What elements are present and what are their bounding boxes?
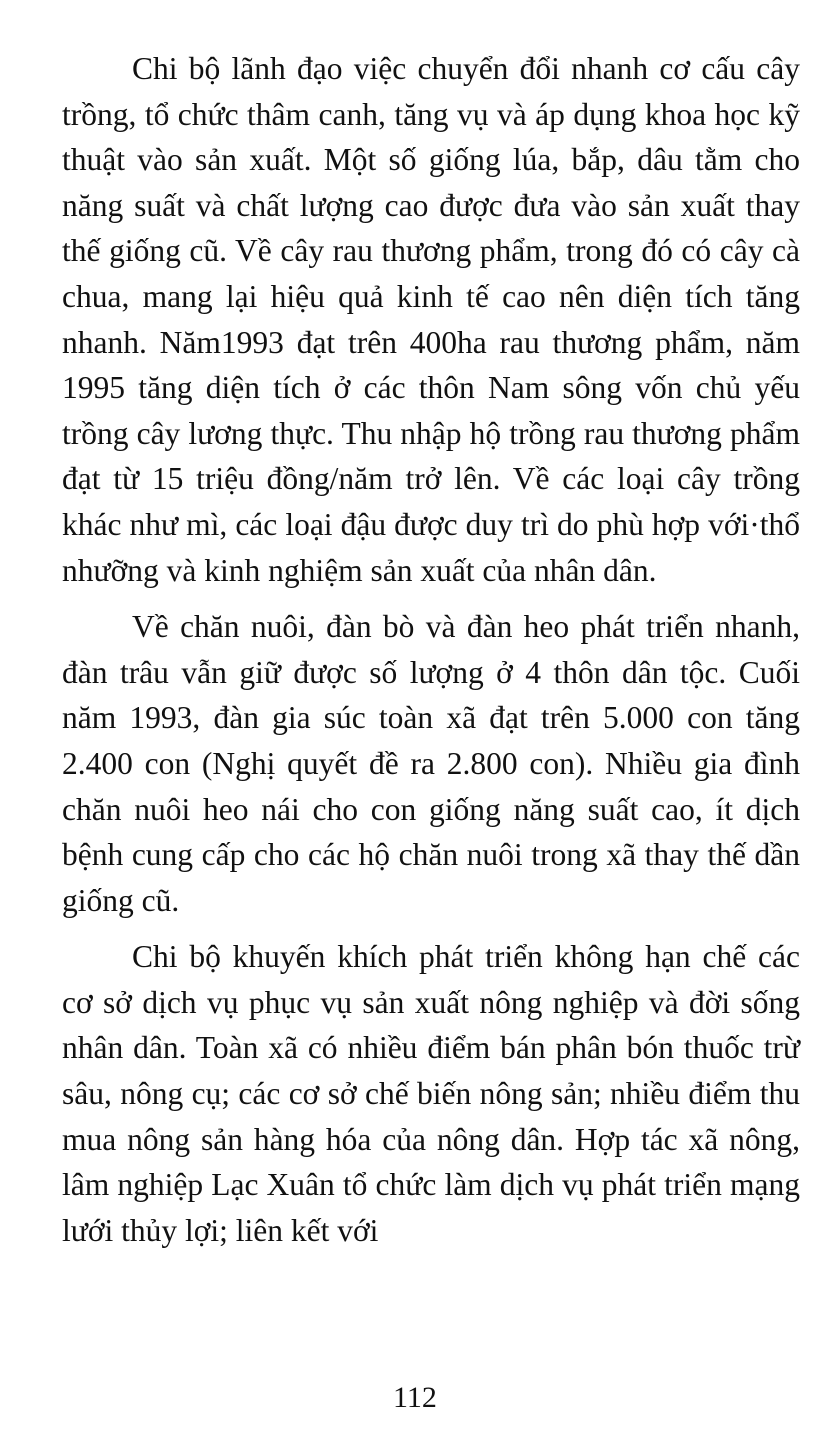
paragraph-crops: Chi bộ lãnh đạo việc chuyển đổi nhanh cơ cấu cây trồng, tổ chức thâm canh, tăng vụ và áp dụng khoa học kỹ thuật vào sản xuất. Một số giống lúa, bắp, dâu tằm cho năng suất và chất lượng cao được đưa vào sản xuất thay thế giống cũ. Về cây rau thương phẩm, trong đó có cây cà chua, mang lại hiệu quả kinh tế cao nên diện tích tăng nhanh. Năm1993 đạt trên 400ha rau thương phẩm, năm 1995 tăng diện tích ở các thôn Nam sông vốn chủ yếu trồng cây lương thực. Thu nhập hộ trồng rau thương phẩm đạt từ 15 triệu đồng/năm trở lên. Về các loại cây trồng khác như mì, các loại đậu được duy trì do phù hợp với·thổ nhưỡng và kinh nghiệm sản xuất của nhân dân. [62,51,800,588]
paragraph-services: Chi bộ khuyến khích phát triển không hạn chế các cơ sở dịch vụ phục vụ sản xuất nông nghiệp và đời sống nhân dân. Toàn xã có nhiều điểm bán phân bón thuốc trừ sâu, nông cụ; các cơ sở chế biến nông sản; nhiều điểm thu mua nông sản hàng hóa của nông dân. Hợp tác xã nông, lâm nghiệp Lạc Xuân tổ chức làm dịch vụ phát triển mạng lưới thủy lợi; liên kết với [62,939,800,1248]
body-text [62,46,800,1253]
page-number: 112 [393,1381,437,1414]
paragraph-livestock: Về chăn nuôi, đàn bò và đàn heo phát triển nhanh, đàn trâu vẫn giữ được số lượng ở 4 thôn dân tộc. Cuối năm 1993, đàn gia súc toàn xã đạt trên 5.000 con tăng 2.400 con (Nghị quyết đề ra 2.800 con). Nhiều gia đình chăn nuôi heo nái cho con giống năng suất cao, ít dịch bệnh cung cấp cho các hộ chăn nuôi trong xã thay thế dần giống cũ. [62,609,800,918]
